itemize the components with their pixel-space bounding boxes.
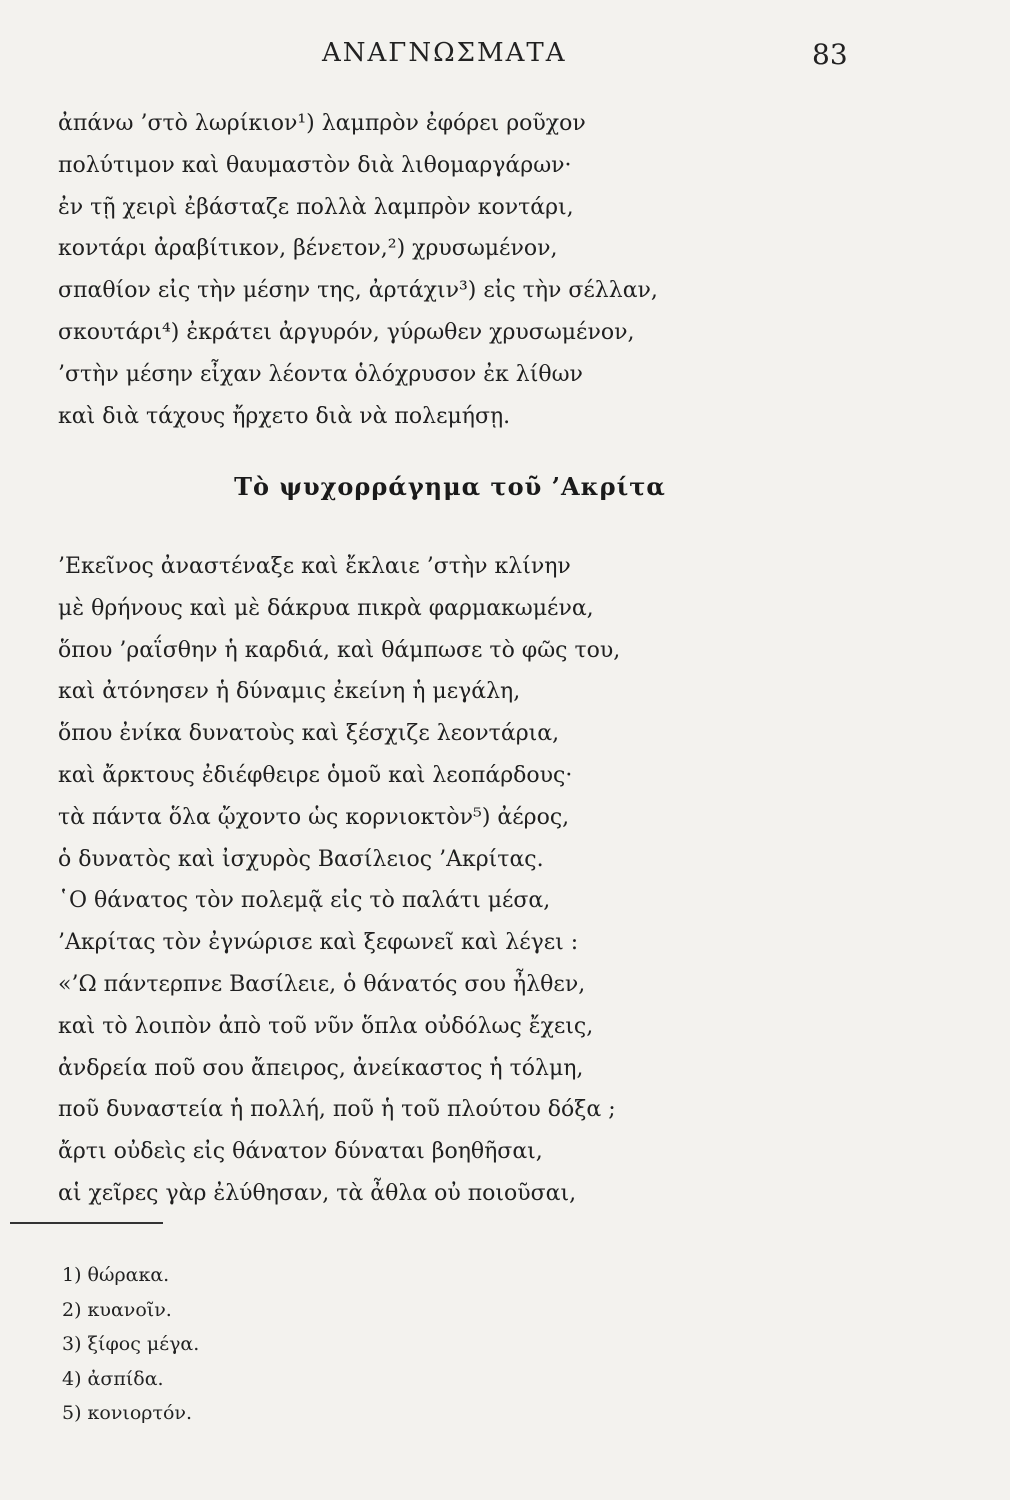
- footnotes: [62, 1258, 462, 1431]
- verse-block-poem: [58, 546, 778, 1215]
- verse-line: καὶ ἄρκτους ἐδιέφθειρε ὁμοῦ καὶ λεοπάρδους·: [58, 762, 573, 788]
- footnote: 1) θώρακα.: [62, 1264, 170, 1286]
- verse-line: ποῦ δυναστεία ἡ πολλή, ποῦ ἡ τοῦ πλούτου δόξα ;: [58, 1097, 616, 1123]
- verse-line: καὶ διὰ τάχους ἤρχετο διὰ νὰ πολεμήσῃ.: [58, 403, 511, 429]
- verse-line: ’Εκεῖνος ἀναστέναξε καὶ ἔκλαιε ’στὴν κλίνην: [58, 554, 571, 579]
- footnote: 5) κονιορτόν.: [62, 1402, 193, 1424]
- verse-line: ὁ δυνατὸς καὶ ἰσχυρὸς Βασίλειος ’Ακρίτας.: [58, 846, 544, 872]
- footnote: 3) ξίφος μέγα.: [62, 1333, 200, 1355]
- verse-line: αἱ χεῖρες γὰρ ἐλύθησαν, τὰ ἆθλα οὐ ποιοῦσαι,: [58, 1180, 577, 1206]
- verse-line: κοντάρι ἀραβίτικον, βένετον,²) χρυσωμένον,: [58, 236, 558, 262]
- verse-line: ῾Ο θάνατος τὸν πολεμᾷ εἰς τὸ παλάτι μέσα,: [58, 888, 551, 914]
- verse-line: ὅπου ’ραΐσθην ἡ καρδιά, καὶ θάμπωσε τὸ φῶς του,: [58, 637, 621, 663]
- verse-line: «’Ω πάντερπνε Βασίλειε, ὁ θάνατός σου ἦλθεν,: [58, 971, 586, 997]
- footnote: 4) ἀσπίδα.: [62, 1367, 164, 1390]
- running-title: ΑΝΑΓΝΩΣΜΑΤΑ: [322, 38, 567, 68]
- verse-line: ἄρτι οὐδεὶς εἰς θάνατον δύναται βοηθῆσαι,: [58, 1139, 543, 1165]
- verse-block-top: [58, 103, 778, 437]
- verse-line: ἀνδρεία ποῦ σου ἄπειρος, ἀνείκαστος ἡ τόλμη,: [58, 1055, 584, 1081]
- verse-line: σπαθίον εἰς τὴν μέσην της, ἀρτάχιν³) εἰς τὴν σέλλαν,: [58, 278, 658, 304]
- verse-line: ἀπάνω ’στὸ λωρίκιον¹) λαμπρὸν ἐφόρει ροῦχον: [58, 111, 586, 136]
- verse-line: ’Ακρίτας τὸν ἐγνώρισε καὶ ξεφωνεῖ καὶ λέγει :: [58, 930, 579, 956]
- verse-line: σκουτάρι⁴) ἐκράτει ἀργυρόν, γύρωθεν χρυσωμένον,: [58, 319, 635, 345]
- verse-line: τὰ πάντα ὅλα ᾤχοντο ὡς κορνιοκτὸν⁵) ἀέρος,: [58, 804, 570, 830]
- verse-line: ὅπου ἐνίκα δυνατοὺς καὶ ξέσχιζε λεοντάρια,: [58, 721, 560, 747]
- page-number: 83: [812, 38, 848, 71]
- verse-line: καὶ τὸ λοιπὸν ἀπὸ τοῦ νῦν ὅπλα οὐδόλως ἔχεις,: [58, 1013, 594, 1039]
- footnote-divider: [10, 1222, 163, 1224]
- verse-line: μὲ θρήνους καὶ μὲ δάκρυα πικρὰ φαρμακωμένα,: [58, 595, 594, 621]
- running-header: [0, 38, 1010, 72]
- verse-line: πολύτιμον καὶ θαυμαστὸν διὰ λιθομαργάρων·: [58, 152, 572, 178]
- footnote: 2) κυανοῖν.: [62, 1298, 172, 1321]
- verse-line: ’στὴν μέσην εἶχαν λέοντα ὁλόχρυσον ἐκ λίθων: [58, 361, 583, 387]
- poem-title: Τὸ ψυχορράγημα τοῦ ’Ακρίτα: [234, 472, 666, 501]
- verse-line: καὶ ἀτόνησεν ἡ δύναμις ἐκείνη ἡ μεγάλη,: [58, 679, 521, 705]
- verse-line: ἐν τῇ χειρὶ ἐβάσταζε πολλὰ λαμπρὸν κοντάρι,: [58, 194, 574, 220]
